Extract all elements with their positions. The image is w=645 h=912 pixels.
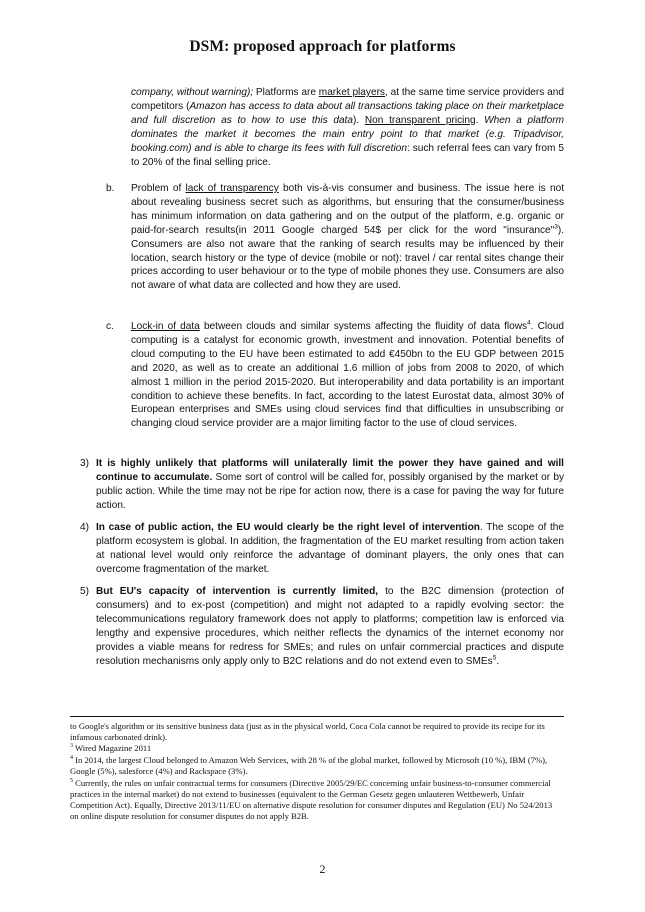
item-c-lock-in-of-data: Lock-in of data — [131, 321, 200, 332]
point-5-bold: But EU's capacity of intervention is currently limited, — [96, 586, 379, 597]
footnote-5-text: Currently, the rules on unfair contractual terms for consumers (Directive 2005/29/EC concerning unfair business-to-consumer commercial practices in the internal market) do not extend to businesses (equivalent to the German Gesetz gegen unlauteren Wettbewerb, Unfair Competition Act). Equally, Directive 2013/11/EU on alternative dispute resolution for consumer disputes and Regulation (EU) No 524/2013 on online dispute resolution for consumer disputes do not apply B2B. — [70, 778, 553, 821]
item-c-text-2: between clouds and similar systems affecting the fluidity of data flows — [199, 321, 528, 332]
item-b-lack-of-transparency: lack of transparency — [185, 183, 279, 194]
item-c-marker: c. — [106, 321, 114, 332]
point-4-text: . The scope of the platform ecosystem is global. In addition, the fragmentation of the EU market resulting from action taken at national level would only reinforce the advantage of dominant players, the only ones that can overcome fragmentation of the market. — [96, 522, 564, 575]
point-3-paragraph — [96, 457, 564, 513]
item-b-text-4: ). Consumers are also not aware that the ranking of search results may be influenced by their location, search history or the type of device (mobile or not): travel / car rental sites change their prices according to user behaviour or to the type of mobile phones they use. Consumers are also not aware of what data are collected and how they are used. — [131, 224, 564, 292]
footnote-ref-4: 4 — [527, 319, 531, 327]
item-b-paragraph — [131, 182, 564, 293]
item-c-paragraph — [131, 320, 564, 431]
footnote-3-number: 3 — [70, 743, 73, 750]
footnote-3-text: Wired Magazine 2011 — [73, 743, 152, 753]
item-b-text-3: both vis-à-vis consumer and business. The issue here is not about revealing business secret such as algorithms, but ensuring that the consumer/business has minimum information on data gathering and on the output of the platform, e.g. organic or paid-for-search results(in 2011 Google charged 54$ per click for the word "insurance" — [131, 183, 565, 236]
item-b-marker: b. — [106, 183, 115, 194]
cont-text-9: When a platform dominates the market it becomes the main entry point to that market (e.g. Tripadvisor, booking.com) and is able to charge its fees with full discretion — [131, 114, 564, 154]
cont-text-8: . — [475, 114, 485, 126]
cont-text-2: Platforms are — [253, 87, 319, 98]
footnote-5 — [70, 778, 560, 822]
cont-text-6: ). — [352, 114, 365, 126]
cont-text-10: : such referral fees can vary from 5 to 20% of the final selling price. — [131, 142, 564, 168]
footnote-separator — [70, 716, 564, 717]
footnote-5-number: 5 — [70, 778, 73, 785]
page-number: 2 — [319, 862, 326, 876]
footnote-4 — [70, 755, 560, 777]
footnote-continuation: to Google's algorithm or its sensitive business data (just as in the physical world, Coca Cola cannot be required to provide its recipe for its infamous carbonated drink). — [70, 721, 545, 742]
cont-market-players: market players — [318, 87, 385, 98]
point-3-bold: It is highly unlikely that platforms will unilaterally limit the power they have gained and will continue to accumulate. — [96, 458, 564, 483]
page-title: DSM: proposed approach for platforms — [189, 38, 456, 55]
point-5-end: . — [496, 655, 500, 667]
continued-paragraph — [131, 86, 564, 169]
item-b-text-1: Problem of — [131, 183, 186, 194]
point-4-bold: In case of public action, the EU would clearly be the right level of intervention — [96, 522, 480, 533]
footnote-ref-5: 5 — [492, 654, 497, 662]
cont-text-1: company, without warning); — [131, 87, 254, 98]
footnote-ref-3: 3 — [554, 223, 558, 231]
point-5-text: to the B2C dimension (protection of consumers) and to ex-post (competition) and might not adapted to a rapidly evolving sector: the telecommunications regulatory framework does not apply to platforms; competition law is enforced via lengthy and expensive procedures, which neither reflects the dynamics of the internet economy nor provides a viable means for redress for SMEs; and rules on unfair commercial practices and dispute resolution mechanisms only apply only to B2C relations and do not extend even to SMEs — [96, 586, 565, 667]
footnote-4-number: 4 — [70, 755, 73, 762]
item-c-text-3: . Cloud computing is a catalyst for economic growth, investment and innovation. Potential benefits of cloud computing to the EU have been estimated to add €450bn to the EU GDP between 2015 and 2020, as well as to create an additional 1.6 million of jobs from 2008 to 2020, of which almost 1 million in the period 2015-2020. But interoperability and data portability is an important condition to achieve these benefits. In fact, according to the latest Eurostat data, almost 30% of European enterprises and SMEs using cloud services find that difficulties in unsubscribing or changing cloud service provider are a major limiting factor to the use of cloud services. — [131, 321, 564, 430]
cont-text-5: Amazon has access to data about all transactions taking place on their marketplace and full discretion as to how to use this data — [131, 100, 564, 126]
point-3-marker: 3) — [80, 458, 89, 469]
footnote-3 — [70, 743, 560, 754]
footnote-4-text: In 2014, the largest Cloud belonged to Amazon Web Services, with 28 % of the global market, followed by Microsoft (10 %), IBM (7%), Google (5%), salesforce (4%) and Rackspace (3%). — [70, 755, 548, 776]
cont-text-4: , at the same time service providers and competitors ( — [131, 87, 564, 112]
cont-non-transparent-pricing: Non transparent pricing — [364, 114, 476, 126]
point-4-marker: 4) — [80, 522, 89, 533]
point-5-marker: 5) — [80, 586, 89, 597]
point-3-text: Some sort of control will be called for, possibly organised by the market or by public action. While the time may not be ripe for action now, there is a case for paving the way for future action. — [96, 471, 564, 511]
point-4-paragraph — [96, 521, 564, 577]
point-5-paragraph — [96, 585, 564, 668]
